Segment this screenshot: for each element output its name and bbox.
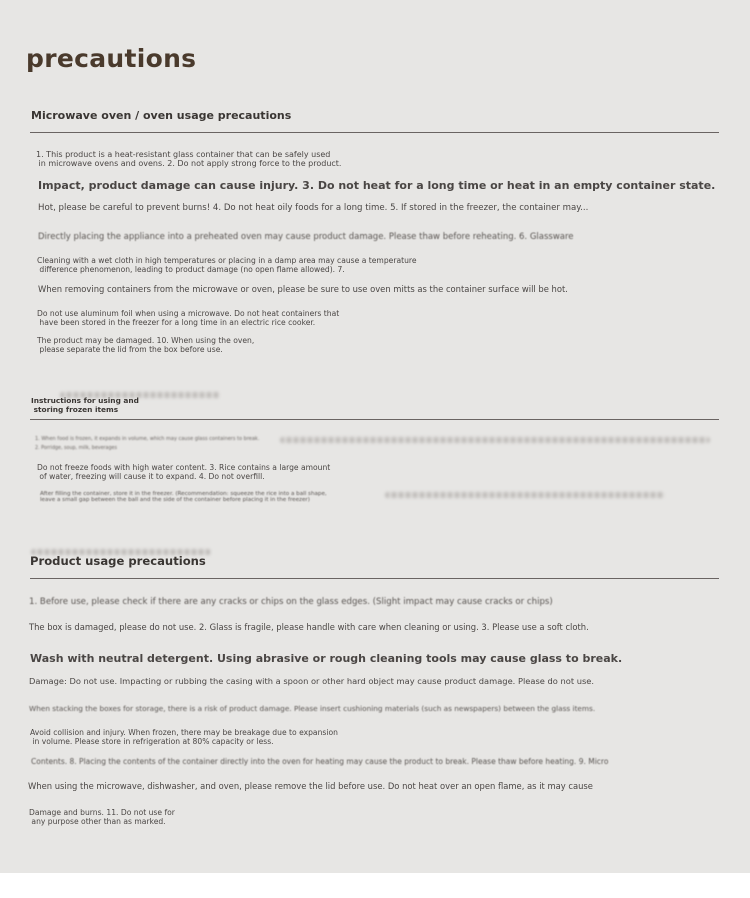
precaution-line: Wash with neutral detergent. Using abrasive or rough cleaning tools may cause glass to break. <box>30 652 623 665</box>
precaution-line: Avoid collision and injury. When frozen, there may be breakage due to expansion in volume. Please store in refrigeration at 80% capacity or less. <box>30 728 338 746</box>
precaution-line: When stacking the boxes for storage, there is a risk of product damage. Please insert cushioning materials (such as newspapers) between the glass items. <box>29 704 596 713</box>
precaution-line: Directly placing the appliance into a preheated oven may cause product damage. Please thaw before reheating. 6. Glassware <box>38 232 574 242</box>
section-divider <box>30 132 719 133</box>
blur-artifact <box>385 492 665 498</box>
precaution-line: The product may be damaged. 10. When using the oven, please separate the lid from the box before use. <box>37 336 255 354</box>
precaution-line: Damage: Do not use. Impacting or rubbing the casing with a spoon or other hard object may cause product damage. Please do not use. <box>29 676 595 686</box>
section-title-product: Product usage precautions <box>30 554 206 568</box>
precaution-line: When using the microwave, dishwasher, and oven, please remove the lid before use. Do not heat over an open flame, as it may cause <box>28 781 593 791</box>
precaution-line: After filling the container, store it in the freezer. (Recommendation: squeeze the rice into a ball shape, leave a small gap between the ball and the side of the container before placing it in the freezer) <box>40 491 327 504</box>
precaution-line: 1. Before use, please check if there are any cracks or chips on the glass edges. (Slight impact may cause cracks or chips) <box>29 597 553 607</box>
precaution-line: Do not freeze foods with high water content. 3. Rice contains a large amount of water, freezing will cause it to expand. 4. Do not overfill. <box>37 463 331 481</box>
precaution-line: Contents. 8. Placing the contents of the container directly into the oven for heating may cause the product to break. Please thaw before heating. 9. Micro <box>31 757 609 766</box>
precaution-line: 1. When food is frozen, it expands in volume, which may cause glass containers to break. <box>35 436 260 442</box>
precaution-line: When removing containers from the microwave or oven, please be sure to use oven mitts as the container surface will be hot. <box>38 284 568 294</box>
precaution-line: Damage and burns. 11. Do not use for any purpose other than as marked. <box>29 808 175 826</box>
precaution-line: Do not use aluminum foil when using a microwave. Do not heat containers that have been stored in the freezer for a long time in an electric rice cooker. <box>37 309 340 327</box>
precaution-line: Hot, please be careful to prevent burns! 4. Do not heat oily foods for a long time. 5. If stored in the freezer, the container may... <box>38 203 589 213</box>
blur-artifact <box>280 437 710 443</box>
section-divider <box>30 578 719 579</box>
precaution-line: 2. Porridge, soup, milk, beverages <box>35 446 117 451</box>
section-title-frozen: Instructions for using and storing frozen items <box>31 396 139 414</box>
section-divider <box>30 419 719 420</box>
section-title-microwave: Microwave oven / oven usage precautions <box>31 109 292 122</box>
precaution-line: Cleaning with a wet cloth in high temperatures or placing in a damp area may cause a temperature difference phenomenon, leading to product damage (no open flame allowed). 7. <box>37 256 417 274</box>
precaution-line: Impact, product damage can cause injury. 3. Do not heat for a long time or heat in an empty container state. <box>38 179 716 192</box>
precaution-line: 1. This product is a heat-resistant glass container that can be safely used in microwave ovens and ovens. 2. Do not apply strong force to the product. <box>36 150 342 169</box>
precaution-line: The box is damaged, please do not use. 2. Glass is fragile, please handle with care when cleaning or using. 3. Please use a soft cloth. <box>29 622 589 632</box>
page-title: precautions <box>26 44 197 73</box>
